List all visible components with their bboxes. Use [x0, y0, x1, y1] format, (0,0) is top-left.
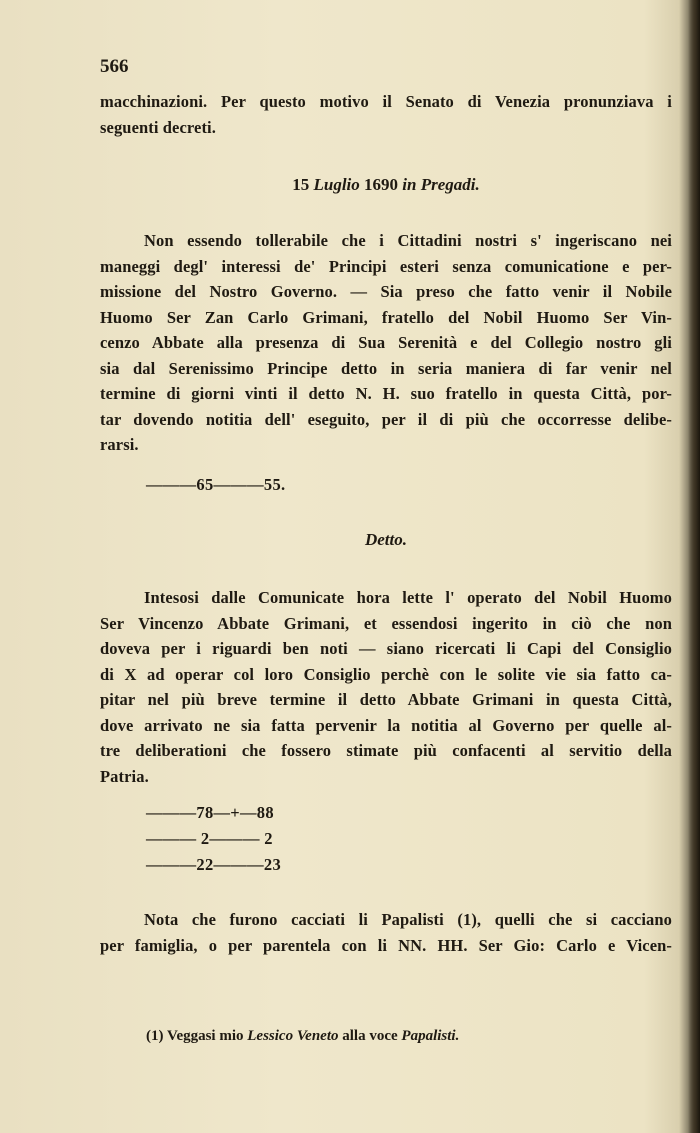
- text-line: Huomo Ser Zan Carlo Grimani, fratello del Nobil Huomo Ser Vin-: [100, 307, 672, 327]
- text-line: di X ad operar col loro Consiglio perchè con le solite vie sia fatto ca-: [100, 664, 672, 684]
- page-number: 566: [100, 56, 129, 77]
- decree-heading-detto: [100, 530, 672, 550]
- heading-month: Luglio: [313, 175, 360, 194]
- vote-tally: ———22———23: [146, 855, 281, 874]
- vote-tally: ——— 2——— 2: [146, 829, 273, 848]
- text-line: dove arrivato ne sia fatta pervenir la notitia al Governo per quelle al-: [100, 715, 672, 735]
- text-line: Intesosi dalle Comunicate hora lette l' operato del Nobil Huomo: [144, 588, 672, 607]
- footnote-work: Lessico Veneto: [247, 1028, 339, 1044]
- vote-tally: ———65———55.: [146, 475, 286, 494]
- text-line: missione del Nostro Governo. — Sia preso che fatto venir il Nobile: [100, 282, 672, 301]
- text-line: per famiglia, o per parentela con li NN. HH. Ser Gio: Carlo e Vicen-: [100, 935, 672, 955]
- text-line: pitar nel più breve termine il detto Abbate Grimani in questa Città,: [100, 690, 672, 709]
- text-line: sia dal Serenissimo Principe detto in seria maniera di far venir nel: [100, 358, 672, 378]
- footnote-term: Papalisti.: [401, 1028, 460, 1044]
- text-line: Ser Vincenzo Abbate Grimani, et essendosi ingerito in ciò che non: [100, 613, 672, 633]
- text-line: doveva per i riguardi ben noti — siano ricercati li Capi del Consiglio: [100, 639, 672, 658]
- heading-year: 1690: [364, 175, 399, 194]
- text-line: termine di giorni vinti il detto N. H. suo fratello in questa Città, por-: [100, 384, 672, 403]
- page-edge-shadow: [688, 0, 700, 1133]
- intro-paragraph: [100, 89, 672, 140]
- decree-heading-date: [100, 175, 672, 195]
- decree1-paragraph: [100, 228, 672, 458]
- text-line: tre deliberationi che fossero stimate più confacenti al servitio della: [100, 741, 672, 760]
- text-line: Nota che furono cacciati li Papalisti (1), quelli che si cacciano: [144, 910, 672, 929]
- decree2-paragraph: [100, 585, 672, 789]
- footnote-text: Veggasi mio: [166, 1028, 244, 1044]
- text-line: maneggi degl' interessi de' Principi esteri senza comunicatione e per-: [100, 256, 672, 276]
- text-line: macchinazioni. Per questo motivo il Senato di Venezia pronunziava i: [100, 92, 672, 111]
- text-line: tar dovendo notitia dell' eseguito, per il di più che occorresse delibe-: [100, 409, 672, 429]
- heading-text: Detto.: [364, 530, 408, 549]
- text-line: seguenti decreti.: [100, 117, 216, 137]
- text-line: rarsi.: [100, 435, 139, 454]
- footnote: [146, 1028, 459, 1045]
- heading-place: Pregadi.: [420, 175, 480, 194]
- vote-tally-group: [146, 800, 281, 878]
- text-line: Patria.: [100, 766, 149, 786]
- text-line: cenzo Abbate alla presenza di Sua Serenità e del Collegio nostro gli: [100, 333, 672, 352]
- heading-in: in: [402, 175, 417, 194]
- vote-tally: ———78—+—88: [146, 803, 274, 822]
- heading-day: 15: [292, 175, 310, 194]
- text-line: Non essendo tollerabile che i Cittadini nostri s' ingeriscano nei: [144, 231, 672, 250]
- footnote-marker: (1): [146, 1028, 164, 1044]
- note-paragraph: [100, 907, 672, 958]
- footnote-text: alla voce: [342, 1028, 398, 1044]
